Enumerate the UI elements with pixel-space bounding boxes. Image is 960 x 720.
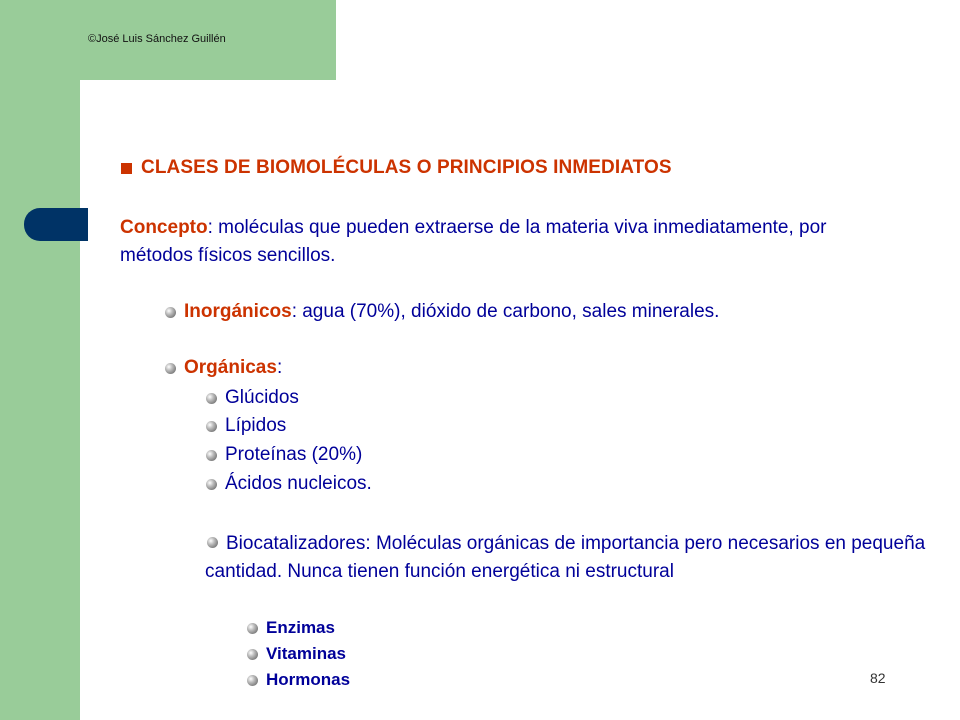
sphere-bullet-icon — [247, 649, 258, 660]
organicas-item — [165, 355, 282, 381]
navy-tab-decoration — [24, 208, 88, 241]
sphere-bullet-icon — [207, 537, 218, 548]
biocatalizadores-text: Biocatalizadores: Moléculas orgánicas de importancia pero necesarios en pequeña cantidad. Nunca tienen función energética ni estructural — [205, 533, 926, 582]
organicas-label: Orgánicas — [184, 357, 277, 378]
sphere-bullet-icon — [206, 421, 217, 432]
organicas-item-text: Lípidos — [225, 415, 287, 436]
biocatalizadores-item-text: Vitaminas — [266, 644, 347, 663]
sphere-bullet-icon — [247, 675, 258, 686]
list-item — [247, 617, 335, 639]
sphere-bullet-icon — [206, 479, 217, 490]
inorganicos-text: : agua (70%), dióxido de carbono, sales minerales. — [291, 301, 720, 322]
copyright-text: ©José Luis Sánchez Guillén — [88, 33, 226, 45]
list-item — [206, 471, 372, 497]
sphere-bullet-icon — [165, 363, 176, 374]
list-item — [206, 413, 286, 439]
green-frame-left — [0, 0, 80, 720]
concept-text: : moléculas que pueden extraerse de la materia viva inmediatamente, por métodos físicos sencillos. — [120, 217, 827, 266]
sphere-bullet-icon — [165, 307, 176, 318]
square-bullet-icon — [121, 163, 132, 174]
title-text: CLASES DE BIOMOLÉCULAS O PRINCIPIOS INMEDIATOS — [141, 157, 672, 178]
sphere-bullet-icon — [247, 623, 258, 634]
list-item — [206, 385, 299, 411]
list-item — [247, 669, 350, 691]
inorganicos-label: Inorgánicos — [184, 301, 292, 322]
organicas-item-text: Glúcidos — [225, 387, 299, 408]
list-item — [247, 643, 346, 665]
biocatalizadores-item-text: Hormonas — [266, 670, 351, 689]
organicas-item-text: Ácidos nucleicos. — [225, 473, 372, 494]
frame-corner — [80, 80, 120, 120]
sphere-bullet-icon — [206, 450, 217, 461]
biocatalizadores-paragraph — [205, 530, 935, 586]
sphere-bullet-icon — [206, 393, 217, 404]
list-item — [206, 442, 362, 468]
biocatalizadores-item-text: Enzimas — [266, 618, 335, 637]
concept-label: Concepto — [120, 217, 208, 238]
inorganicos-item — [165, 299, 719, 325]
page-number: 82 — [870, 670, 886, 686]
organicas-colon: : — [276, 357, 283, 378]
concept-paragraph — [120, 214, 840, 270]
slide-title — [121, 157, 672, 179]
organicas-item-text: Proteínas (20%) — [225, 444, 363, 465]
